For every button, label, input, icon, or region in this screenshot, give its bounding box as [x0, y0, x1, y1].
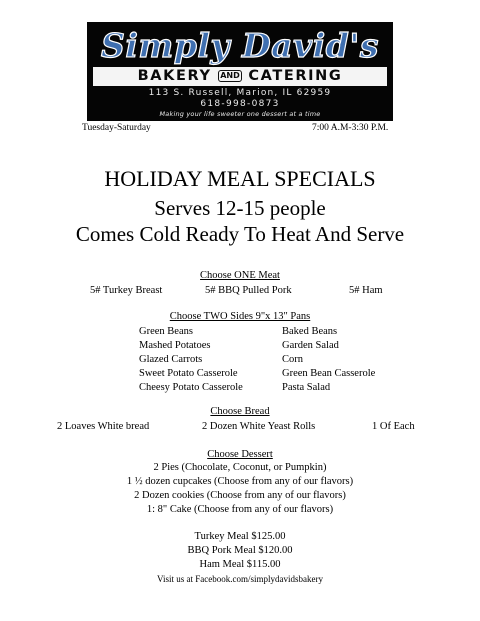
meat-option-ham: 5# Ham — [349, 285, 383, 296]
bread-option-loaves: 2 Loaves White bread — [57, 421, 150, 432]
side-right-item: Corn — [282, 354, 303, 365]
dessert-option: 1 ½ dozen cupcakes (Choose from any of our flavors) — [126, 476, 354, 487]
meat-option-bbq: 5# BBQ Pulled Pork — [205, 285, 292, 296]
logo-banner — [93, 67, 387, 86]
logo-banner-catering: CATERING — [248, 68, 343, 84]
bread-heading: Choose Bread — [210, 406, 270, 417]
side-left-item: Green Beans — [139, 326, 193, 337]
dessert-heading: Choose Dessert — [207, 449, 273, 460]
side-left-item: Glazed Carrots — [139, 354, 203, 365]
side-left-item: Cheesy Potato Casserole — [139, 382, 243, 393]
meat-heading: Choose ONE Meat — [200, 270, 280, 281]
logo-script-name: Simply David's — [100, 26, 380, 65]
page-title: HOLIDAY MEAL SPECIALS — [104, 166, 376, 191]
side-right-item: Pasta Salad — [282, 382, 331, 393]
serves-line: Serves 12-15 people — [154, 196, 326, 220]
dessert-option: 2 Pies (Chocolate, Coconut, or Pumpkin) — [153, 462, 327, 473]
bread-option-each: 1 Of Each — [372, 421, 415, 432]
side-left-item: Mashed Potatoes — [139, 340, 211, 351]
business-logo — [87, 22, 393, 121]
logo-phone: 618-998-0873 — [200, 99, 280, 109]
logo-tagline: Making your life sweeter one dessert at a time — [159, 110, 321, 118]
open-hours: 7:00 A.M-3:30 P.M. — [312, 123, 389, 133]
dessert-option: 1: 8" Cake (Choose from any of our flavors) — [146, 504, 334, 515]
price-turkey: Turkey Meal $125.00 — [194, 531, 286, 542]
side-left-item: Sweet Potato Casserole — [139, 368, 238, 379]
price-bbq: BBQ Pork Meal $120.00 — [187, 545, 293, 556]
side-right-item: Baked Beans — [282, 326, 338, 337]
side-right-item: Garden Salad — [282, 340, 339, 351]
price-ham: Ham Meal $115.00 — [199, 559, 281, 570]
ready-line: Comes Cold Ready To Heat And Serve — [75, 222, 405, 246]
meat-option-turkey: 5# Turkey Breast — [90, 285, 163, 296]
side-right-item: Green Bean Casserole — [282, 368, 376, 379]
bread-option-rolls: 2 Dozen White Yeast Rolls — [202, 421, 316, 432]
logo-banner-bakery: BAKERY — [137, 68, 212, 84]
facebook-link[interactable]: Visit us at Facebook.com/simplydavidsbakery — [157, 574, 323, 584]
logo-address: 113 S. Russell, Marion, IL 62959 — [148, 88, 332, 98]
dessert-option: 2 Dozen cookies (Choose from any of our flavors) — [134, 490, 346, 501]
sides-heading: Choose TWO Sides 9"x 13" Pans — [169, 311, 311, 322]
logo-banner-and: AND — [220, 71, 240, 80]
open-days: Tuesday-Saturday — [82, 123, 151, 133]
